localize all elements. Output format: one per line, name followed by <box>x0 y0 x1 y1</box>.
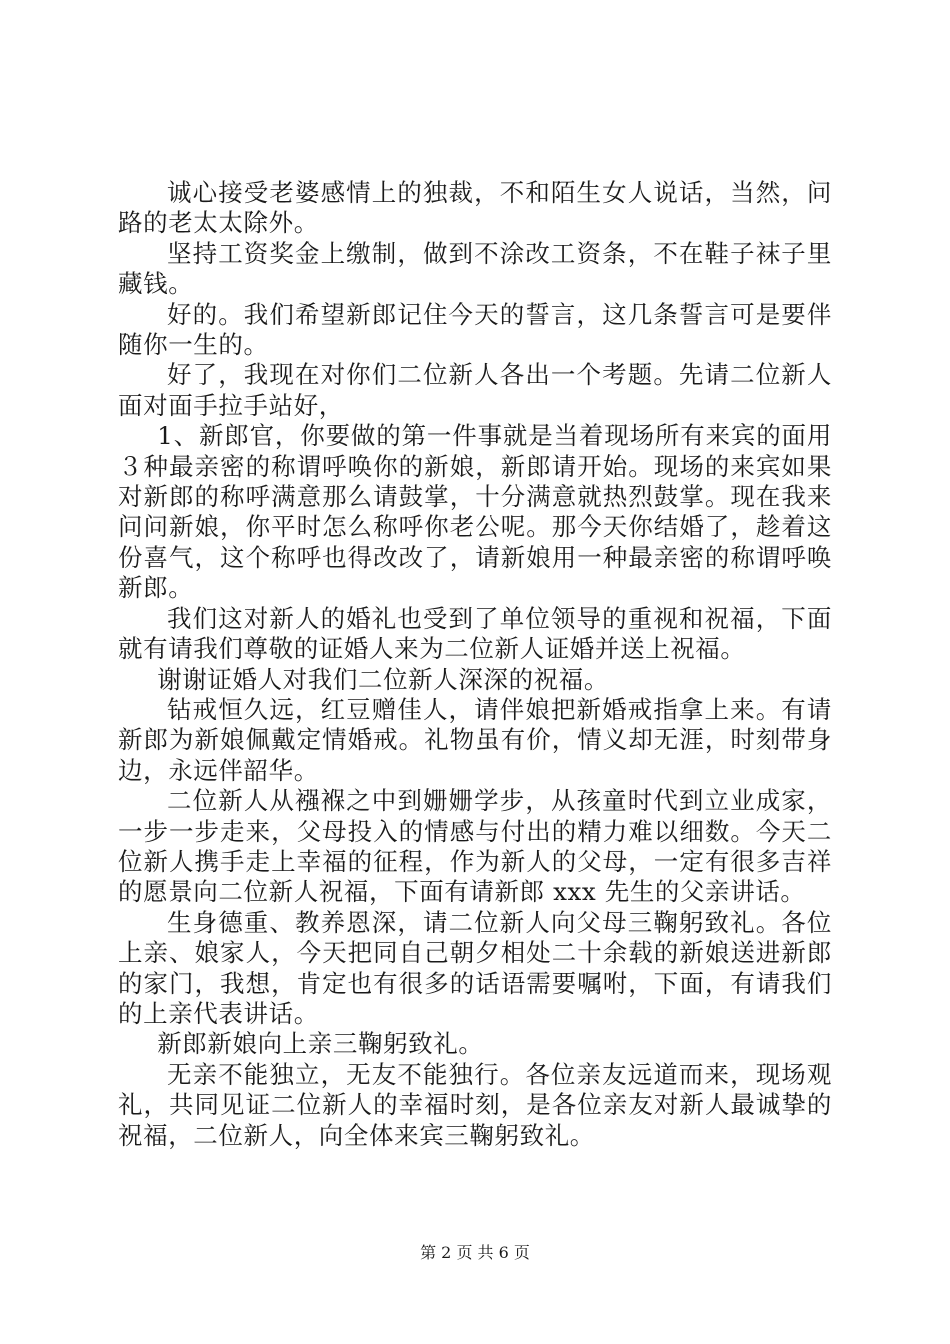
paragraph: 无亲不能独立，无友不能独行。各位亲友远道而来，现场观礼，共同见证二位新人的幸福时刻，是各位亲友对新人最诚挚的祝福，二位新人，向全体来宾三鞠躬致礼。 <box>118 1059 832 1150</box>
paragraph: 我们这对新人的婚礼也受到了单位领导的重视和祝福，下面就有请我们尊敬的证婚人来为二位新人证婚并送上祝福。 <box>118 603 832 664</box>
page-number-footer: 第 2 页 共 6 页 <box>420 1243 530 1262</box>
paragraph: 好了，我现在对你们二位新人各出一个考题。先请二位新人面对面手拉手站好， <box>118 360 832 420</box>
paragraph: 诚心接受老婆感情上的独裁，不和陌生女人说话，当然，问路的老太太除外。 <box>118 178 832 238</box>
document-body <box>118 178 832 1151</box>
paragraph: 谢谢证婚人对我们二位新人深深的祝福。 <box>157 664 609 694</box>
paragraph: 钻戒恒久远，红豆赠佳人，请伴娘把新婚戒指拿上来。有请新郎为新娘佩戴定情婚戒。礼物虽有价，情义却无涯，时刻带身边，永远伴韶华。 <box>118 694 832 785</box>
paragraph: 好的。我们希望新郎记住今天的誓言，这几条誓言可是要伴随你一生的。 <box>118 299 832 360</box>
paragraph: 二位新人从襁褓之中到姗姗学步，从孩童时代到立业成家，一步一步走来，父母投入的情感与付出的精力难以细数。今天二位新人携手走上幸福的征程，作为新人的父母，一定有很多吉祥的愿景向二位新人祝福，下面有请新郎 xxx 先生的父亲讲话。 <box>118 786 832 907</box>
paragraph: 生身德重、教养恩深，请二位新人向父母三鞠躬致礼。各位上亲、娘家人，今天把同自己朝夕相处二十余载的新娘送进新郎的家门，我想，肯定也有很多的话语需要嘱咐，下面，有请我们的上亲代表讲话。 <box>118 907 832 1028</box>
paragraph: 1、新郎官，你要做的第一件事就是当着现场所有来宾的面用３种最亲密的称谓呼唤你的新娘，新郎请开始。现场的来宾如果对新郎的称呼满意那么请鼓掌，十分满意就热烈鼓掌。现在我来问问新娘，你平时怎么称呼你老公呢。那今天你结婚了，趁着这份喜气，这个称呼也得改改了，请新娘用一种最亲密的称谓呼唤新郎。 <box>118 421 832 603</box>
paragraph: 新郎新娘向上亲三鞠躬致礼。 <box>157 1029 484 1059</box>
paragraph: 坚持工资奖金上缴制，做到不涂改工资条，不在鞋子袜子里藏钱。 <box>118 238 832 299</box>
